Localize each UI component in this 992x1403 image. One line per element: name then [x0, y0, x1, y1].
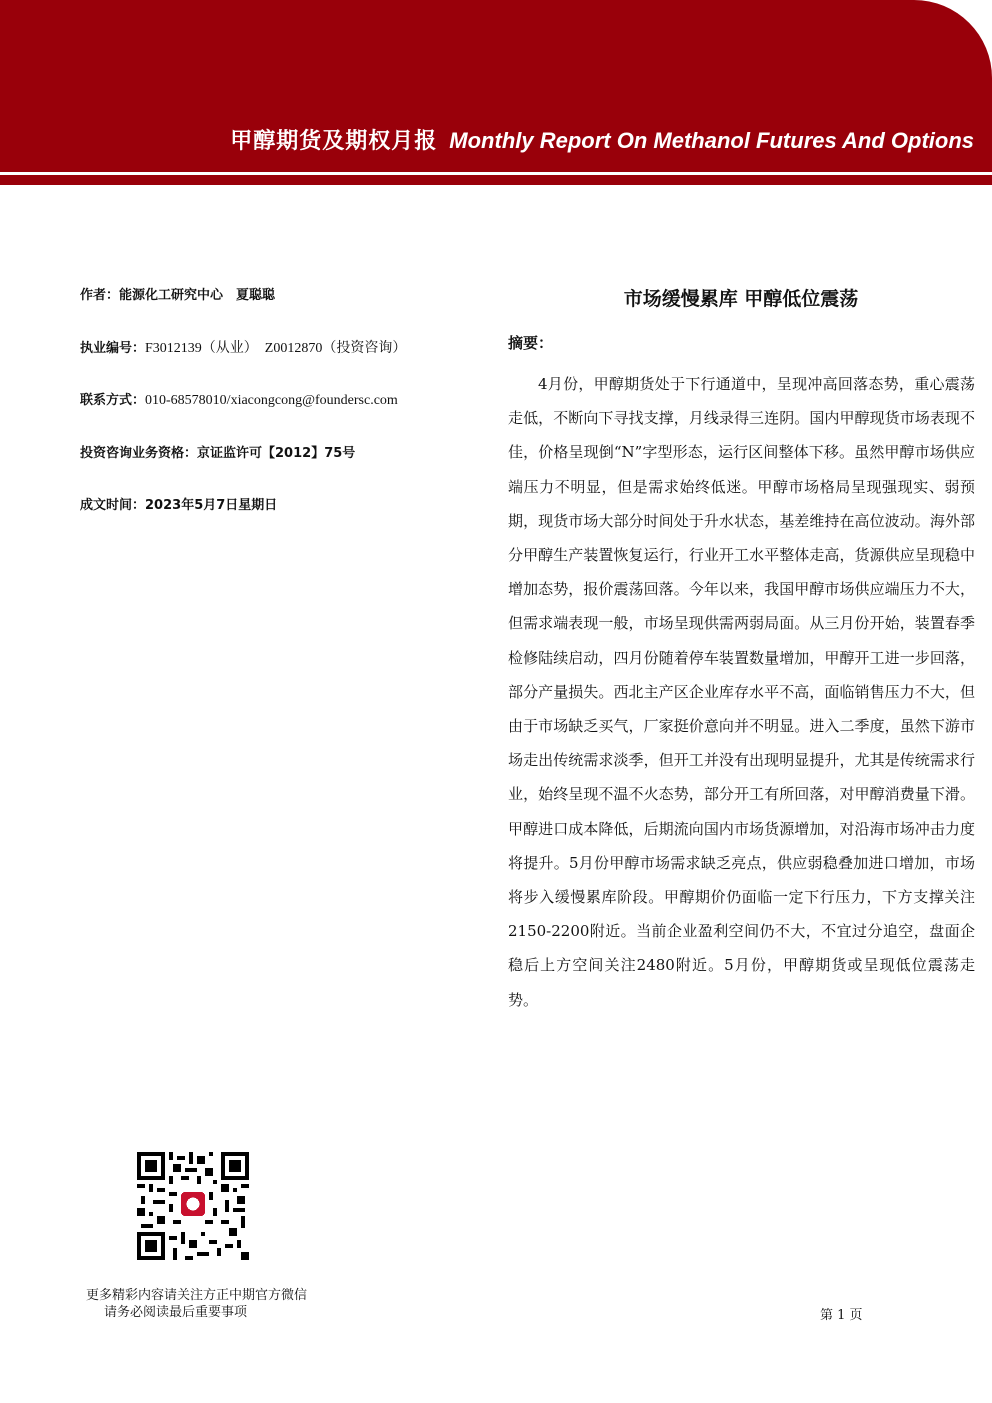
report-headline: 市场缓慢累库 甲醇低位震荡: [623, 288, 859, 310]
report-title: [230, 124, 974, 158]
report-title-cn: 甲醇期货及期权月报: [230, 129, 438, 154]
contact-label: 联系方式：: [80, 393, 146, 408]
wechat-qr-code: [137, 1152, 249, 1260]
header-rule: [0, 175, 992, 185]
license-label: 执业编号：: [80, 340, 146, 356]
report-title-en: Monthly Report On Methanol Futures And Options: [449, 128, 974, 153]
author-info: [80, 286, 480, 549]
qualification-label: 投资咨询业务资格：: [80, 445, 198, 461]
date-value: 2023年5月7日星期日: [145, 498, 278, 513]
disclaimer-notice: 请务必阅读最后重要事项: [104, 1305, 248, 1320]
author-row: [80, 286, 480, 339]
qualification-row: [80, 444, 480, 497]
license-value: F3012139（从业） Z0012870（投资咨询）: [145, 340, 407, 356]
contact-row: [80, 391, 480, 444]
abstract-text: 4月份，甲醇期货处于下行通道中，呈现冲高回落态势，重心震荡走低，不断向下寻找支撑，月线录得三连阴。国内甲醇现货市场表现不佳，价格呈现倒“N”字型形态，运行区间整体下移。虽然甲醇市场供应端压力不明显，但是需求始终低迷。甲醇市场格局呈现强现实、弱预期，现货市场大部分时间处于升水状态，基差维持在高位波动。海外部分甲醇生产装置恢复运行，行业开工水平整体走高，货源供应呈现稳中增加态势，报价震荡回落。今年以来，我国甲醇市场供应端压力不大，但需求端表现一般，市场呈现供需两弱局面。从三月份开始，装置春季检修陆续启动，四月份随着停车装置数量增加，甲醇开工进一步回落，部分产量损失。西北主产区企业库存水平不高，面临销售压力不大，但由于市场缺乏买气，厂家挺价意向并不明显。进入二季度，虽然下游市场走出传统需求淡季，但开工并没有出现明显提升，尤其是传统需求行业，始终呈现不温不火态势，部分开工有所回落，对甲醇消费量下滑。甲醇进口成本降低，后期流向国内市场货源增加，对沿海市场冲击力度将提升。5月份甲醇市场需求缺乏亮点，供应弱稳叠加进口增加，市场将步入缓慢累库阶段。甲醇期价仍面临一定下行压力，下方支撑关注2150-2200附近。当前企业盈利空间仍不大，不宜过分追空，盘面企稳后上方空间关注2480附近。5月份，甲醇期货或呈现低位震荡走势。: [508, 375, 975, 1009]
footer-note: [86, 1287, 307, 1321]
license-row: [80, 339, 480, 392]
date-label: 成文时间：: [80, 498, 146, 513]
author-value: 能源化工研究中心 夏聪聪: [119, 288, 276, 303]
qualification-value: 京证监许可【2012】75号: [197, 445, 356, 461]
author-label: 作者：: [80, 288, 120, 303]
abstract-label: 摘要：: [508, 334, 554, 352]
wechat-follow-text: 更多精彩内容请关注方正中期官方微信: [86, 1288, 308, 1303]
contact-value[interactable]: 010-68578010/xiacongcong@foundersc.com: [145, 393, 398, 408]
page-number: 第 1 页: [820, 1308, 863, 1323]
date-row: [80, 496, 480, 549]
